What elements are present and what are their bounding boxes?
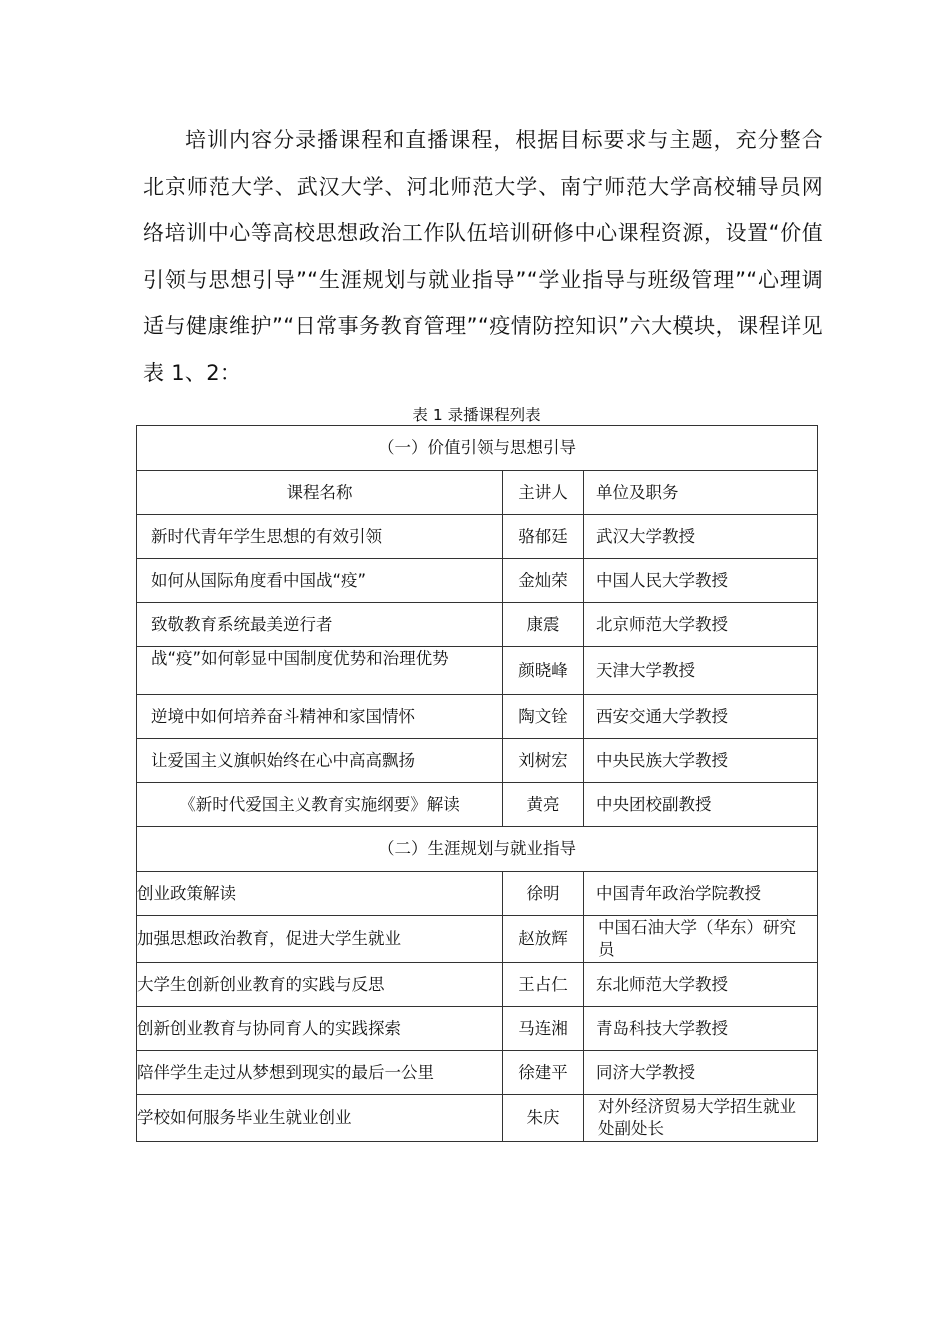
course-unit: 中国石油大学（华东）研究员 xyxy=(584,916,818,963)
header-course-title: 课程名称 xyxy=(137,471,503,515)
course-title: 加强思想政治教育，促进大学生就业 xyxy=(137,916,503,963)
header-speaker: 主讲人 xyxy=(503,471,584,515)
course-unit: 中国青年政治学院教授 xyxy=(584,872,818,916)
course-unit: 中国人民大学教授 xyxy=(584,559,818,603)
table-row xyxy=(137,1095,818,1142)
course-unit: 北京师范大学教授 xyxy=(584,603,818,647)
course-speaker: 赵放辉 xyxy=(503,916,584,963)
table-row xyxy=(137,963,818,1007)
course-title: 致敬教育系统最美逆行者 xyxy=(137,603,503,647)
table-row xyxy=(137,695,818,739)
course-unit: 天津大学教授 xyxy=(584,647,818,695)
course-title: 如何从国际角度看中国战“疫” xyxy=(137,559,503,603)
course-speaker: 陶文铨 xyxy=(503,695,584,739)
table-row xyxy=(137,739,818,783)
course-speaker: 马连湘 xyxy=(503,1007,584,1051)
course-unit: 中央团校副教授 xyxy=(584,783,818,827)
section-heading: （二）生涯规划与就业指导 xyxy=(137,827,818,872)
course-unit: 武汉大学教授 xyxy=(584,515,818,559)
course-title: 创新创业教育与协同育人的实践探索 xyxy=(137,1007,503,1051)
course-speaker: 刘树宏 xyxy=(503,739,584,783)
table-header-row xyxy=(137,471,818,515)
course-title: 新时代青年学生思想的有效引领 xyxy=(137,515,503,559)
course-title: 大学生创新创业教育的实践与反思 xyxy=(137,963,503,1007)
table-row xyxy=(137,647,818,695)
course-speaker: 康震 xyxy=(503,603,584,647)
section-heading: （一）价值引领与思想引导 xyxy=(137,426,818,471)
course-unit: 青岛科技大学教授 xyxy=(584,1007,818,1051)
course-unit: 西安交通大学教授 xyxy=(584,695,818,739)
course-speaker: 黄亮 xyxy=(503,783,584,827)
course-speaker: 颜晓峰 xyxy=(503,647,584,695)
course-speaker: 王占仁 xyxy=(503,963,584,1007)
course-unit: 同济大学教授 xyxy=(584,1051,818,1095)
table-row xyxy=(137,916,818,963)
course-title: 学校如何服务毕业生就业创业 xyxy=(137,1095,503,1142)
table-row xyxy=(137,783,818,827)
table-row xyxy=(137,559,818,603)
course-unit: 东北师范大学教授 xyxy=(584,963,818,1007)
table-row xyxy=(137,603,818,647)
table-row xyxy=(137,1007,818,1051)
course-unit: 对外经济贸易大学招生就业处副处长 xyxy=(584,1095,818,1142)
course-title: 创业政策解读 xyxy=(137,872,503,916)
table-row xyxy=(137,872,818,916)
intro-paragraph: 培训内容分录播课程和直播课程，根据目标要求与主题，充分整合北京师范大学、武汉大学、河北师范大学、南宁师范大学高校辅导员网络培训中心等高校思想政治工作队伍培训研修中心课程资源，设置“价值引领与思想引导”“生涯规划与就业指导”“学业指导与班级管理”“心理调适与健康维护”“日常事务教育管理”“疫情防控知识”六大模块，课程详见表 1、2： xyxy=(143,128,823,385)
course-speaker: 徐明 xyxy=(503,872,584,916)
course-title: 战“疫”如何彰显中国制度优势和治理优势 xyxy=(137,647,503,695)
course-title: 逆境中如何培养奋斗精神和家国情怀 xyxy=(137,695,503,739)
course-speaker: 骆郁廷 xyxy=(503,515,584,559)
course-title: 让爱国主义旗帜始终在心中高高飘扬 xyxy=(137,739,503,783)
table-row xyxy=(137,515,818,559)
course-unit: 中央民族大学教授 xyxy=(584,739,818,783)
section-heading-row xyxy=(137,426,818,471)
header-unit: 单位及职务 xyxy=(584,471,818,515)
course-speaker: 徐建平 xyxy=(503,1051,584,1095)
course-title: 陪伴学生走过从梦想到现实的最后一公里 xyxy=(137,1051,503,1095)
recorded-courses-table xyxy=(136,425,818,1142)
course-title: 《新时代爱国主义教育实施纲要》解读 xyxy=(137,783,503,827)
course-speaker: 朱庆 xyxy=(503,1095,584,1142)
table-row xyxy=(137,1051,818,1095)
section-heading-row xyxy=(137,827,818,872)
table-caption: 表 1 录播课程列表 xyxy=(412,406,541,424)
course-speaker: 金灿荣 xyxy=(503,559,584,603)
